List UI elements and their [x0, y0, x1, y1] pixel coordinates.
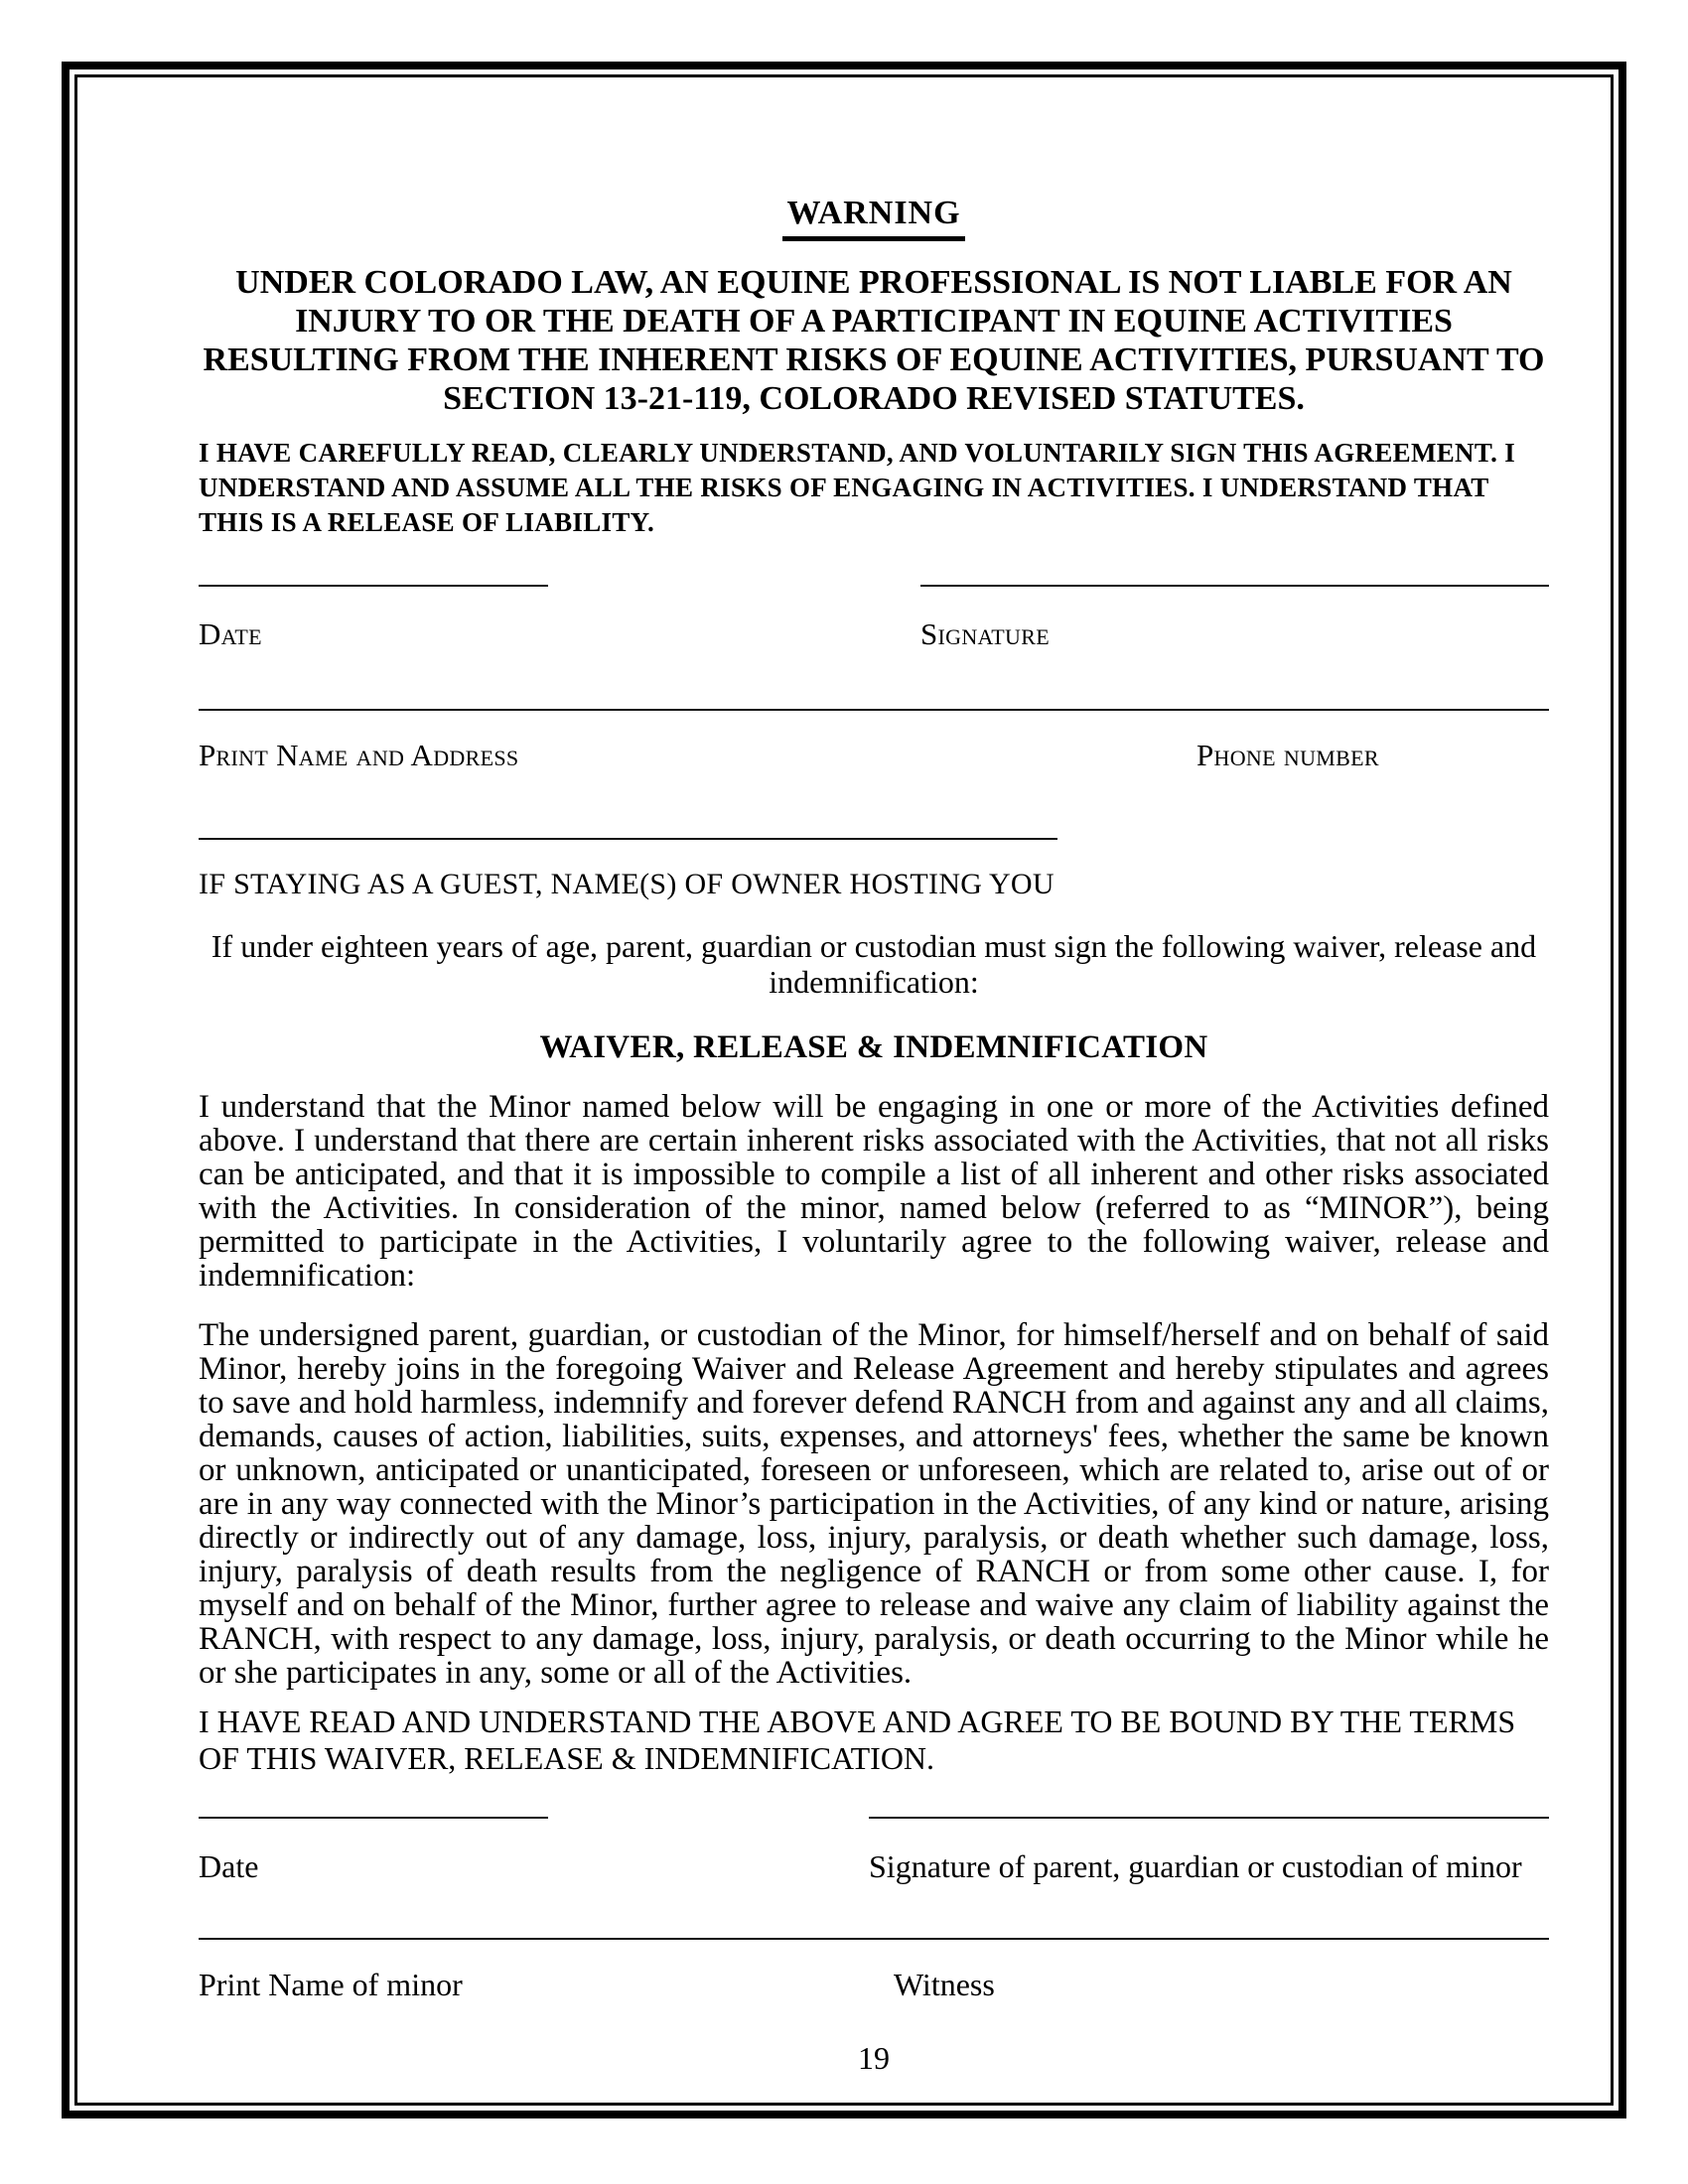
minor-paragraph-2: The undersigned parent, guardian, or custodian of the Minor, for himself/herself and on behalf of said Minor, hereby joins in the foregoing Waiver and Release Agreement and hereby stipulates and agrees to save and hold harmless, indemnify and forever defend RANCH from and against any and all claims, demands, causes of action, liabilities, suits, expenses, and attorneys' fees, whether the same be known or unknown, anticipated or unanticipated, foreseen or unforeseen, which are related to, arise out of or are in any way connected with the Minor’s participation in the Activities, of any kind or nature, arising directly or indirectly out of any damage, loss, injury, paralysis, or death whether such damage, loss, injury, paralysis of death results from the negligence of RANCH or from some other cause. I, for myself and on behalf of the Minor, further agree to release and waive any claim of liability against the RANCH, with respect to any damage, loss, injury, paralysis, or death occurring to the Minor while he or she participates in any, some or all of the Activities.	[199, 1317, 1549, 1691]
adult-date-field	[199, 585, 548, 652]
warning-title	[199, 195, 1549, 241]
name-address-phone-row	[199, 709, 1549, 780]
minor-date-fill-line[interactable]	[199, 1817, 548, 1819]
acknowledgement-paragraph: I HAVE CAREFULLY READ, CLEARLY UNDERSTAND, AND VOLUNTARILY SIGN THIS AGREEMENT. I UNDERSTAND AND ASSUME ALL THE RISKS OF ENGAGING IN ACTIVITIES. I UNDERSTAND THAT THIS IS A RELEASE OF LIABILITY.	[199, 438, 1516, 537]
adult-signature-fill-line[interactable]	[920, 585, 1549, 587]
page-content	[199, 195, 1549, 2077]
adult-signature-row	[199, 585, 1549, 652]
guardian-signature-fill-line[interactable]	[869, 1817, 1549, 1819]
minor-signature-row	[199, 1817, 1549, 1884]
guardian-signature-label: Signature of parent, guardian or custodian of minor	[869, 1848, 1522, 1884]
guest-owner-fill-line[interactable]	[199, 838, 1057, 840]
name-address-fill-line[interactable]	[199, 709, 1549, 711]
print-name-of-minor-label: Print Name of minor	[199, 1967, 463, 2002]
phone-number-label: Phone number	[1196, 738, 1379, 772]
minor-acknowledgement: I HAVE READ AND UNDERSTAND THE ABOVE AND AGREE TO BE BOUND BY THE TERMS OF THIS WAIVER, RELEASE & INDEMNIFICATION.	[199, 1704, 1516, 1776]
minor-paragraph-1: I understand that the Minor named below will be engaging in one or more of the Activities defined above. I understand that there are certain inherent risks associated with the Activities, that not all risks can be anticipated, and that it is impossible to compile a list of all inherent and other risks associated with the Activities. In consideration of the minor, named below (referred to as “MINOR”), being permitted to participate in the Activities, I voluntarily agree to the following waiver, release and indemnification:	[199, 1089, 1549, 1294]
witness-label: Witness	[894, 1967, 995, 2002]
waiver-release-heading: WAIVER, RELEASE & INDEMNIFICATION	[539, 1029, 1208, 1065]
guest-owner-label: IF STAYING AS A GUEST, NAME(S) OF OWNER HOSTING YOU	[199, 868, 1055, 900]
minor-section-intro: If under eighteen years of age, parent, guardian or custodian must sign the following waiver, release and indemnification:	[211, 928, 1537, 1000]
name-address-phone-labels	[199, 737, 1549, 780]
guardian-signature-field	[869, 1817, 1549, 1884]
adult-date-fill-line[interactable]	[199, 585, 548, 587]
warning-title-text: WARNING	[782, 195, 964, 241]
adult-signature-label: Signature	[920, 616, 1050, 651]
page-number: 19	[858, 2040, 890, 2076]
minor-name-fill-line[interactable]	[199, 1938, 1549, 1940]
guest-owner-row	[199, 838, 1549, 903]
warning-statement: UNDER COLORADO LAW, AN EQUINE PROFESSIONAL IS NOT LIABLE FOR AN INJURY TO OR THE DEATH OF A PARTICIPANT IN EQUINE ACTIVITIES RESULTING FROM THE INHERENT RISKS OF EQUINE ACTIVITIES, PURSUANT TO SECTION 13-21-119, COLORADO REVISED STATUTES.	[203, 264, 1545, 417]
minor-date-label: Date	[199, 1848, 259, 1884]
minor-date-field	[199, 1817, 548, 1884]
minor-name-witness-row	[199, 1938, 1549, 2010]
adult-signature-field	[920, 585, 1549, 652]
minor-name-witness-labels	[199, 1966, 1549, 2010]
adult-date-label: Date	[199, 616, 262, 651]
print-name-address-label: Print Name and Address	[199, 738, 519, 772]
